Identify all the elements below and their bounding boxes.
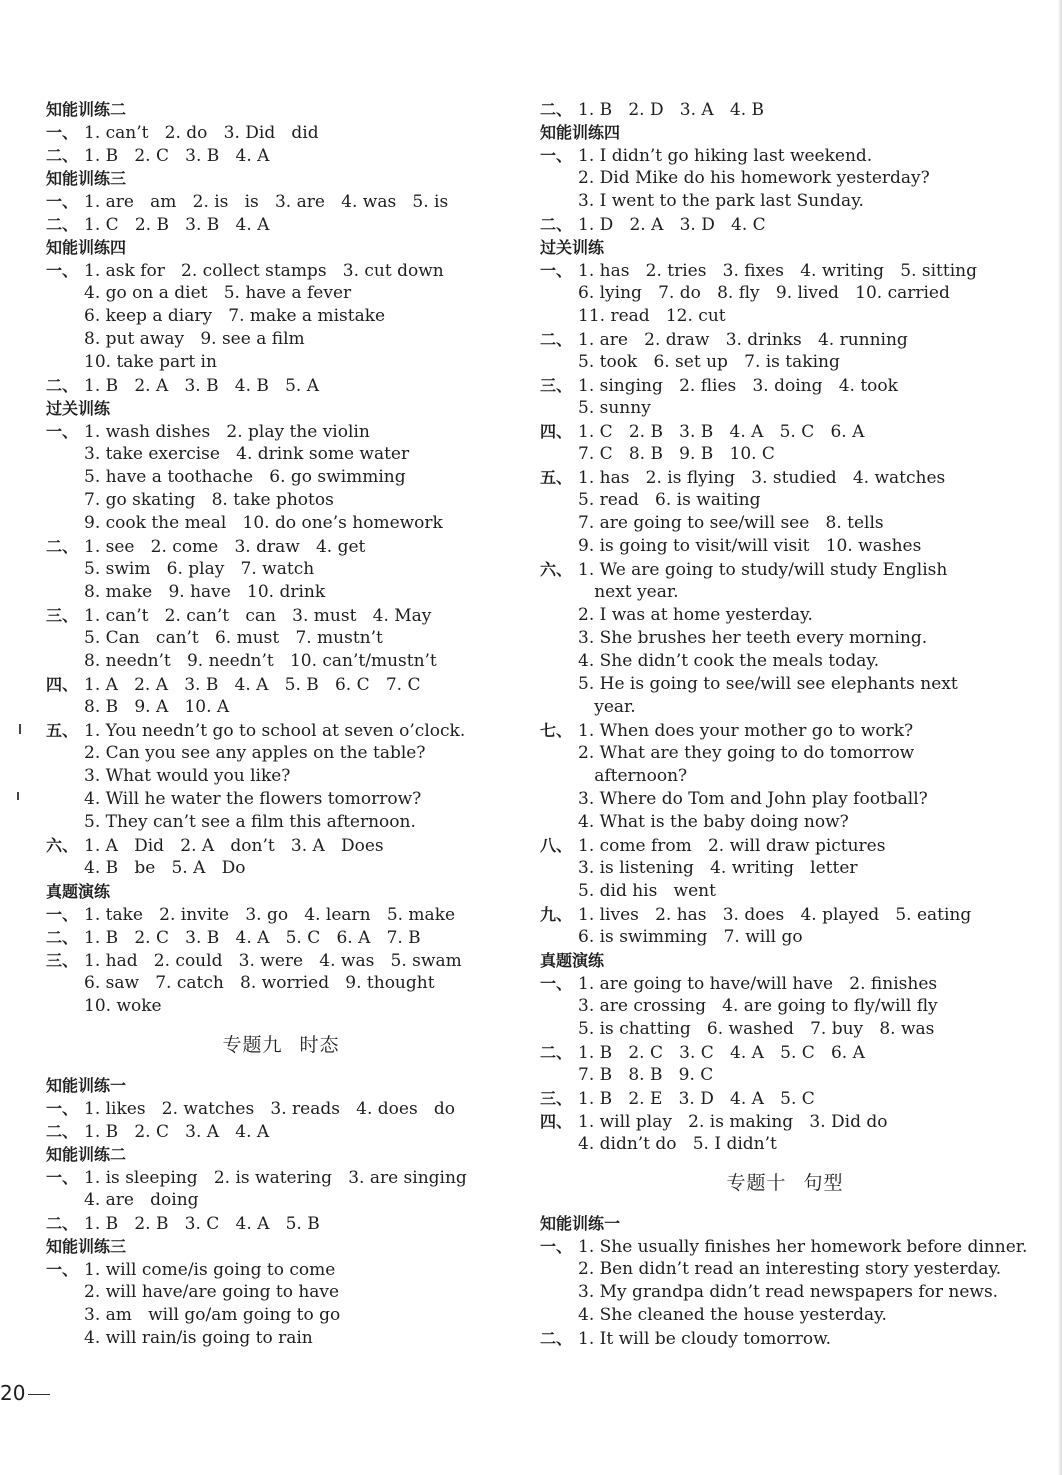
answer-line xyxy=(540,903,1030,926)
answer-text: 1. B 2. C 3. C 4. A 5. C 6. A xyxy=(578,1043,865,1063)
answer-continuation: 7. B 8. B 9. C xyxy=(578,1065,714,1085)
answer-line xyxy=(540,466,1030,489)
answer-continuation: 4. didn’t do 5. I didn’t xyxy=(578,1134,777,1154)
question-number: 一、 xyxy=(540,974,573,993)
question-number: 二、 xyxy=(540,1043,573,1062)
answer-line xyxy=(46,949,516,972)
answer-text: 1. B 2. A 3. B 4. B 5. A xyxy=(84,376,319,396)
answer-continuation: 8. B 9. A 10. A xyxy=(84,697,230,717)
answer-text: 1. C 2. B 3. B 4. A 5. C 6. A xyxy=(578,422,865,442)
answer-continuation: 7. are going to see/will see 8. tells xyxy=(578,513,884,533)
section-heading: 真题演练 xyxy=(540,951,605,970)
answer-text: 1. likes 2. watches 3. reads 4. does do xyxy=(84,1099,456,1119)
page-number: 20 xyxy=(0,1381,26,1405)
answer-line xyxy=(46,1097,516,1120)
answer-line xyxy=(540,420,1030,443)
answer-line xyxy=(540,1087,1030,1110)
answer-text: 1. are am 2. is is 3. are 4. was 5. is xyxy=(84,192,449,212)
answer-continuation: 5. have a toothache 6. go swimming xyxy=(84,467,406,487)
answer-text: 1. will play 2. is making 3. Did do xyxy=(578,1112,888,1132)
question-number: 三、 xyxy=(540,1089,573,1108)
answer-text: 1. It will be cloudy tomorrow. xyxy=(578,1329,832,1349)
answer-continuation: 8. make 9. have 10. drink xyxy=(84,582,326,602)
topic-title: 专题十 句型 xyxy=(726,1172,844,1194)
question-number: 六、 xyxy=(540,560,573,579)
answer-continuation: 6. is swimming 7. will go xyxy=(578,927,803,947)
question-number: 二、 xyxy=(46,146,79,165)
answer-continuation: 3. What would you like? xyxy=(84,766,291,786)
answer-text: 1. are going to have/will have 2. finishes xyxy=(578,974,938,994)
answer-continuation: 5. took 6. set up 7. is taking xyxy=(578,352,840,372)
answer-line xyxy=(46,1166,516,1189)
answer-continuation: 4. go on a diet 5. have a fever xyxy=(84,283,352,303)
section-heading: 知能训练一 xyxy=(46,1076,127,1095)
answer-continuation: 5. is chatting 6. washed 7. buy 8. was xyxy=(578,1019,935,1039)
question-number: 一、 xyxy=(540,146,573,165)
answer-line xyxy=(540,1327,1030,1350)
answer-line xyxy=(540,259,1030,282)
answer-continuation: 10. take part in xyxy=(84,352,217,372)
answer-text: 1. can’t 2. can’t can 3. must 4. May xyxy=(84,606,432,626)
answer-text: 1. We are going to study/will study English xyxy=(578,560,948,580)
question-number: 四、 xyxy=(46,675,79,694)
section-heading: 知能训练三 xyxy=(46,169,127,188)
answer-continuation: 5. He is going to see/will see elephants next xyxy=(578,674,958,694)
answer-text: 1. singing 2. flies 3. doing 4. took xyxy=(578,376,898,396)
answer-continuation: 4. What is the baby doing now? xyxy=(578,812,849,832)
section-heading: 知能训练二 xyxy=(46,100,127,119)
answer-line xyxy=(540,558,1030,581)
answer-continuation: 8. needn’t 9. needn’t 10. can’t/mustn’t xyxy=(84,651,437,671)
topic-title: 专题九 时态 xyxy=(222,1034,340,1056)
answer-text: 1. B 2. C 3. B 4. A 5. C 6. A 7. B xyxy=(84,928,421,948)
answer-text: 1. ask for 2. collect stamps 3. cut down xyxy=(84,261,444,281)
answer-text: 1. are 2. draw 3. drinks 4. running xyxy=(578,330,908,350)
question-number: 二、 xyxy=(46,1214,79,1233)
answer-continuation: 9. is going to visit/will visit 10. washes xyxy=(578,536,922,556)
question-number: 一、 xyxy=(46,422,79,441)
answer-continuation: 2. Can you see any apples on the table? xyxy=(84,743,426,763)
answer-continuation: 3. is listening 4. writing letter xyxy=(578,858,858,878)
answer-continuation: 3. Where do Tom and John play football? xyxy=(578,789,928,809)
answer-line xyxy=(46,1212,516,1235)
answer-continuation: 7. go skating 8. take photos xyxy=(84,490,334,510)
question-number: 一、 xyxy=(46,1260,79,1279)
question-number: 六、 xyxy=(46,836,79,855)
answer-text: 1. come from 2. will draw pictures xyxy=(578,836,886,856)
answer-text: 1. wash dishes 2. play the violin xyxy=(84,422,370,442)
question-number: 一、 xyxy=(46,1168,79,1187)
answer-line xyxy=(46,121,516,144)
left-column xyxy=(46,98,516,1350)
answer-continuation: 5. swim 6. play 7. watch xyxy=(84,559,315,579)
answer-line xyxy=(46,719,516,742)
answer-line xyxy=(540,144,1030,167)
answer-continuation: afternoon? xyxy=(578,766,688,786)
answer-continuation: 2. Ben didn’t read an interesting story yesterday. xyxy=(578,1259,1002,1279)
question-number: 四、 xyxy=(540,1112,573,1131)
section-heading: 过关训练 xyxy=(46,399,111,418)
scan-speck xyxy=(19,724,21,734)
question-number: 二、 xyxy=(46,537,79,556)
question-number: 八、 xyxy=(540,836,573,855)
answer-line xyxy=(46,604,516,627)
question-number: 二、 xyxy=(46,215,79,234)
answer-continuation: 3. She brushes her teeth every morning. xyxy=(578,628,928,648)
answer-continuation: 2. will have/are going to have xyxy=(84,1282,340,1302)
answer-line xyxy=(540,328,1030,351)
section-heading: 真题演练 xyxy=(46,882,111,901)
answer-text: 1. B 2. B 3. C 4. A 5. B xyxy=(84,1214,320,1234)
answer-continuation: 9. cook the meal 10. do one’s homework xyxy=(84,513,443,533)
question-number: 二、 xyxy=(540,100,573,119)
answer-line xyxy=(46,926,516,949)
section-heading: 知能训练三 xyxy=(46,1237,127,1256)
question-number: 九、 xyxy=(540,905,573,924)
answer-continuation: 5. read 6. is waiting xyxy=(578,490,761,510)
answer-line xyxy=(540,1110,1030,1133)
answer-continuation: 7. C 8. B 9. B 10. C xyxy=(578,444,775,464)
scan-speck xyxy=(17,792,19,800)
answer-continuation: 5. Can can’t 6. must 7. mustn’t xyxy=(84,628,383,648)
answer-continuation: 2. Did Mike do his homework yesterday? xyxy=(578,168,930,188)
question-number: 一、 xyxy=(540,1237,573,1256)
answer-continuation: 5. sunny xyxy=(578,398,651,418)
answer-continuation: 6. lying 7. do 8. fly 9. lived 10. carried xyxy=(578,283,950,303)
answer-line xyxy=(540,719,1030,742)
question-number: 一、 xyxy=(46,123,79,142)
answer-line xyxy=(46,213,516,236)
answer-line xyxy=(46,535,516,558)
answer-line xyxy=(540,374,1030,397)
answer-line xyxy=(46,1120,516,1143)
answer-continuation: 2. What are they going to do tomorrow xyxy=(578,743,915,763)
page-edge-shadow xyxy=(1058,0,1062,1475)
answer-text: 1. B 2. D 3. A 4. B xyxy=(578,100,765,120)
answer-line xyxy=(46,374,516,397)
question-number: 五、 xyxy=(46,721,79,740)
answer-line xyxy=(46,259,516,282)
answer-text: 1. can’t 2. do 3. Did did xyxy=(84,123,319,143)
answer-line xyxy=(46,1258,516,1281)
answer-text: 1. B 2. E 3. D 4. A 5. C xyxy=(578,1089,815,1109)
answer-text: 1. lives 2. has 3. does 4. played 5. eating xyxy=(578,905,972,925)
question-number: 二、 xyxy=(540,1329,573,1348)
answer-continuation: 3. take exercise 4. drink some water xyxy=(84,444,410,464)
answer-continuation: next year. xyxy=(578,582,679,602)
answer-line xyxy=(540,1041,1030,1064)
answer-continuation: 11. read 12. cut xyxy=(578,306,726,326)
section-heading: 知能训练一 xyxy=(540,1214,621,1233)
answer-line xyxy=(46,420,516,443)
answer-text: 1. will come/is going to come xyxy=(84,1260,336,1280)
question-number: 二、 xyxy=(540,330,573,349)
answer-text: 1. see 2. come 3. draw 4. get xyxy=(84,537,366,557)
question-number: 二、 xyxy=(46,1122,79,1141)
answer-continuation: 10. woke xyxy=(84,996,162,1016)
answer-text: 1. had 2. could 3. were 4. was 5. swam xyxy=(84,951,462,971)
section-heading: 过关训练 xyxy=(540,238,605,257)
answer-continuation: year. xyxy=(578,697,636,717)
question-number: 一、 xyxy=(46,1099,79,1118)
answer-text: 1. A 2. A 3. B 4. A 5. B 6. C 7. C xyxy=(84,675,421,695)
answer-line xyxy=(46,190,516,213)
answer-line xyxy=(46,834,516,857)
question-number: 二、 xyxy=(46,928,79,947)
question-number: 一、 xyxy=(46,192,79,211)
answer-text: 1. When does your mother go to work? xyxy=(578,721,914,741)
question-number: 五、 xyxy=(540,468,573,487)
answer-continuation: 3. My grandpa didn’t read newspapers for news. xyxy=(578,1282,999,1302)
answer-text: 1. has 2. is flying 3. studied 4. watches xyxy=(578,468,946,488)
answer-line xyxy=(46,673,516,696)
section-heading: 知能训练四 xyxy=(46,238,127,257)
question-number: 二、 xyxy=(540,215,573,234)
answer-continuation: 4. will rain/is going to rain xyxy=(84,1328,313,1348)
answer-continuation: 6. saw 7. catch 8. worried 9. thought xyxy=(84,973,435,993)
question-number: 一、 xyxy=(540,261,573,280)
answer-text: 1. D 2. A 3. D 4. C xyxy=(578,215,766,235)
answer-continuation: 4. B be 5. A Do xyxy=(84,858,246,878)
answer-text: 1. is sleeping 2. is watering 3. are singing xyxy=(84,1168,467,1188)
question-number: 一、 xyxy=(46,905,79,924)
section-heading: 知能训练二 xyxy=(46,1145,127,1164)
answer-text: 1. has 2. tries 3. fixes 4. writing 5. sitting xyxy=(578,261,977,281)
answer-text: 1. B 2. C 3. A 4. A xyxy=(84,1122,270,1142)
question-number: 三、 xyxy=(46,606,79,625)
answer-continuation: 3. are crossing 4. are going to fly/will fly xyxy=(578,996,938,1016)
answer-text: 1. take 2. invite 3. go 4. learn 5. make xyxy=(84,905,456,925)
question-number: 二、 xyxy=(46,376,79,395)
question-number: 七、 xyxy=(540,721,573,740)
answer-line xyxy=(540,213,1030,236)
answer-continuation: 4. are doing xyxy=(84,1190,199,1210)
answer-line xyxy=(46,903,516,926)
answer-continuation: 5. did his went xyxy=(578,881,716,901)
question-number: 三、 xyxy=(540,376,573,395)
answer-text: 1. I didn’t go hiking last weekend. xyxy=(578,146,873,166)
answer-text: 1. You needn’t go to school at seven o’clock. xyxy=(84,721,466,741)
answer-line xyxy=(540,1235,1030,1258)
page-number-rule xyxy=(28,1394,50,1395)
question-number: 四、 xyxy=(540,422,573,441)
question-number: 一、 xyxy=(46,261,79,280)
answer-continuation: 2. I was at home yesterday. xyxy=(578,605,813,625)
answer-text: 1. A Did 2. A don’t 3. A Does xyxy=(84,836,384,856)
answer-continuation: 4. She cleaned the house yesterday. xyxy=(578,1305,887,1325)
answer-continuation: 6. keep a diary 7. make a mistake xyxy=(84,306,386,326)
answer-line xyxy=(46,144,516,167)
right-column xyxy=(540,98,1030,1350)
answer-text: 1. C 2. B 3. B 4. A xyxy=(84,215,270,235)
answer-continuation: 8. put away 9. see a film xyxy=(84,329,305,349)
answer-continuation: 3. am will go/am going to go xyxy=(84,1305,341,1325)
question-number: 三、 xyxy=(46,951,79,970)
answer-line xyxy=(540,834,1030,857)
answer-continuation: 4. Will he water the flowers tomorrow? xyxy=(84,789,422,809)
answer-continuation: 4. She didn’t cook the meals today. xyxy=(578,651,880,671)
answer-text: 1. B 2. C 3. B 4. A xyxy=(84,146,270,166)
answer-continuation: 5. They can’t see a film this afternoon. xyxy=(84,812,416,832)
section-heading: 知能训练四 xyxy=(540,123,621,142)
answer-line xyxy=(540,98,1030,121)
answer-continuation: 3. I went to the park last Sunday. xyxy=(578,191,864,211)
answer-line xyxy=(540,972,1030,995)
answer-text: 1. She usually finishes her homework before dinner. xyxy=(578,1237,1028,1257)
